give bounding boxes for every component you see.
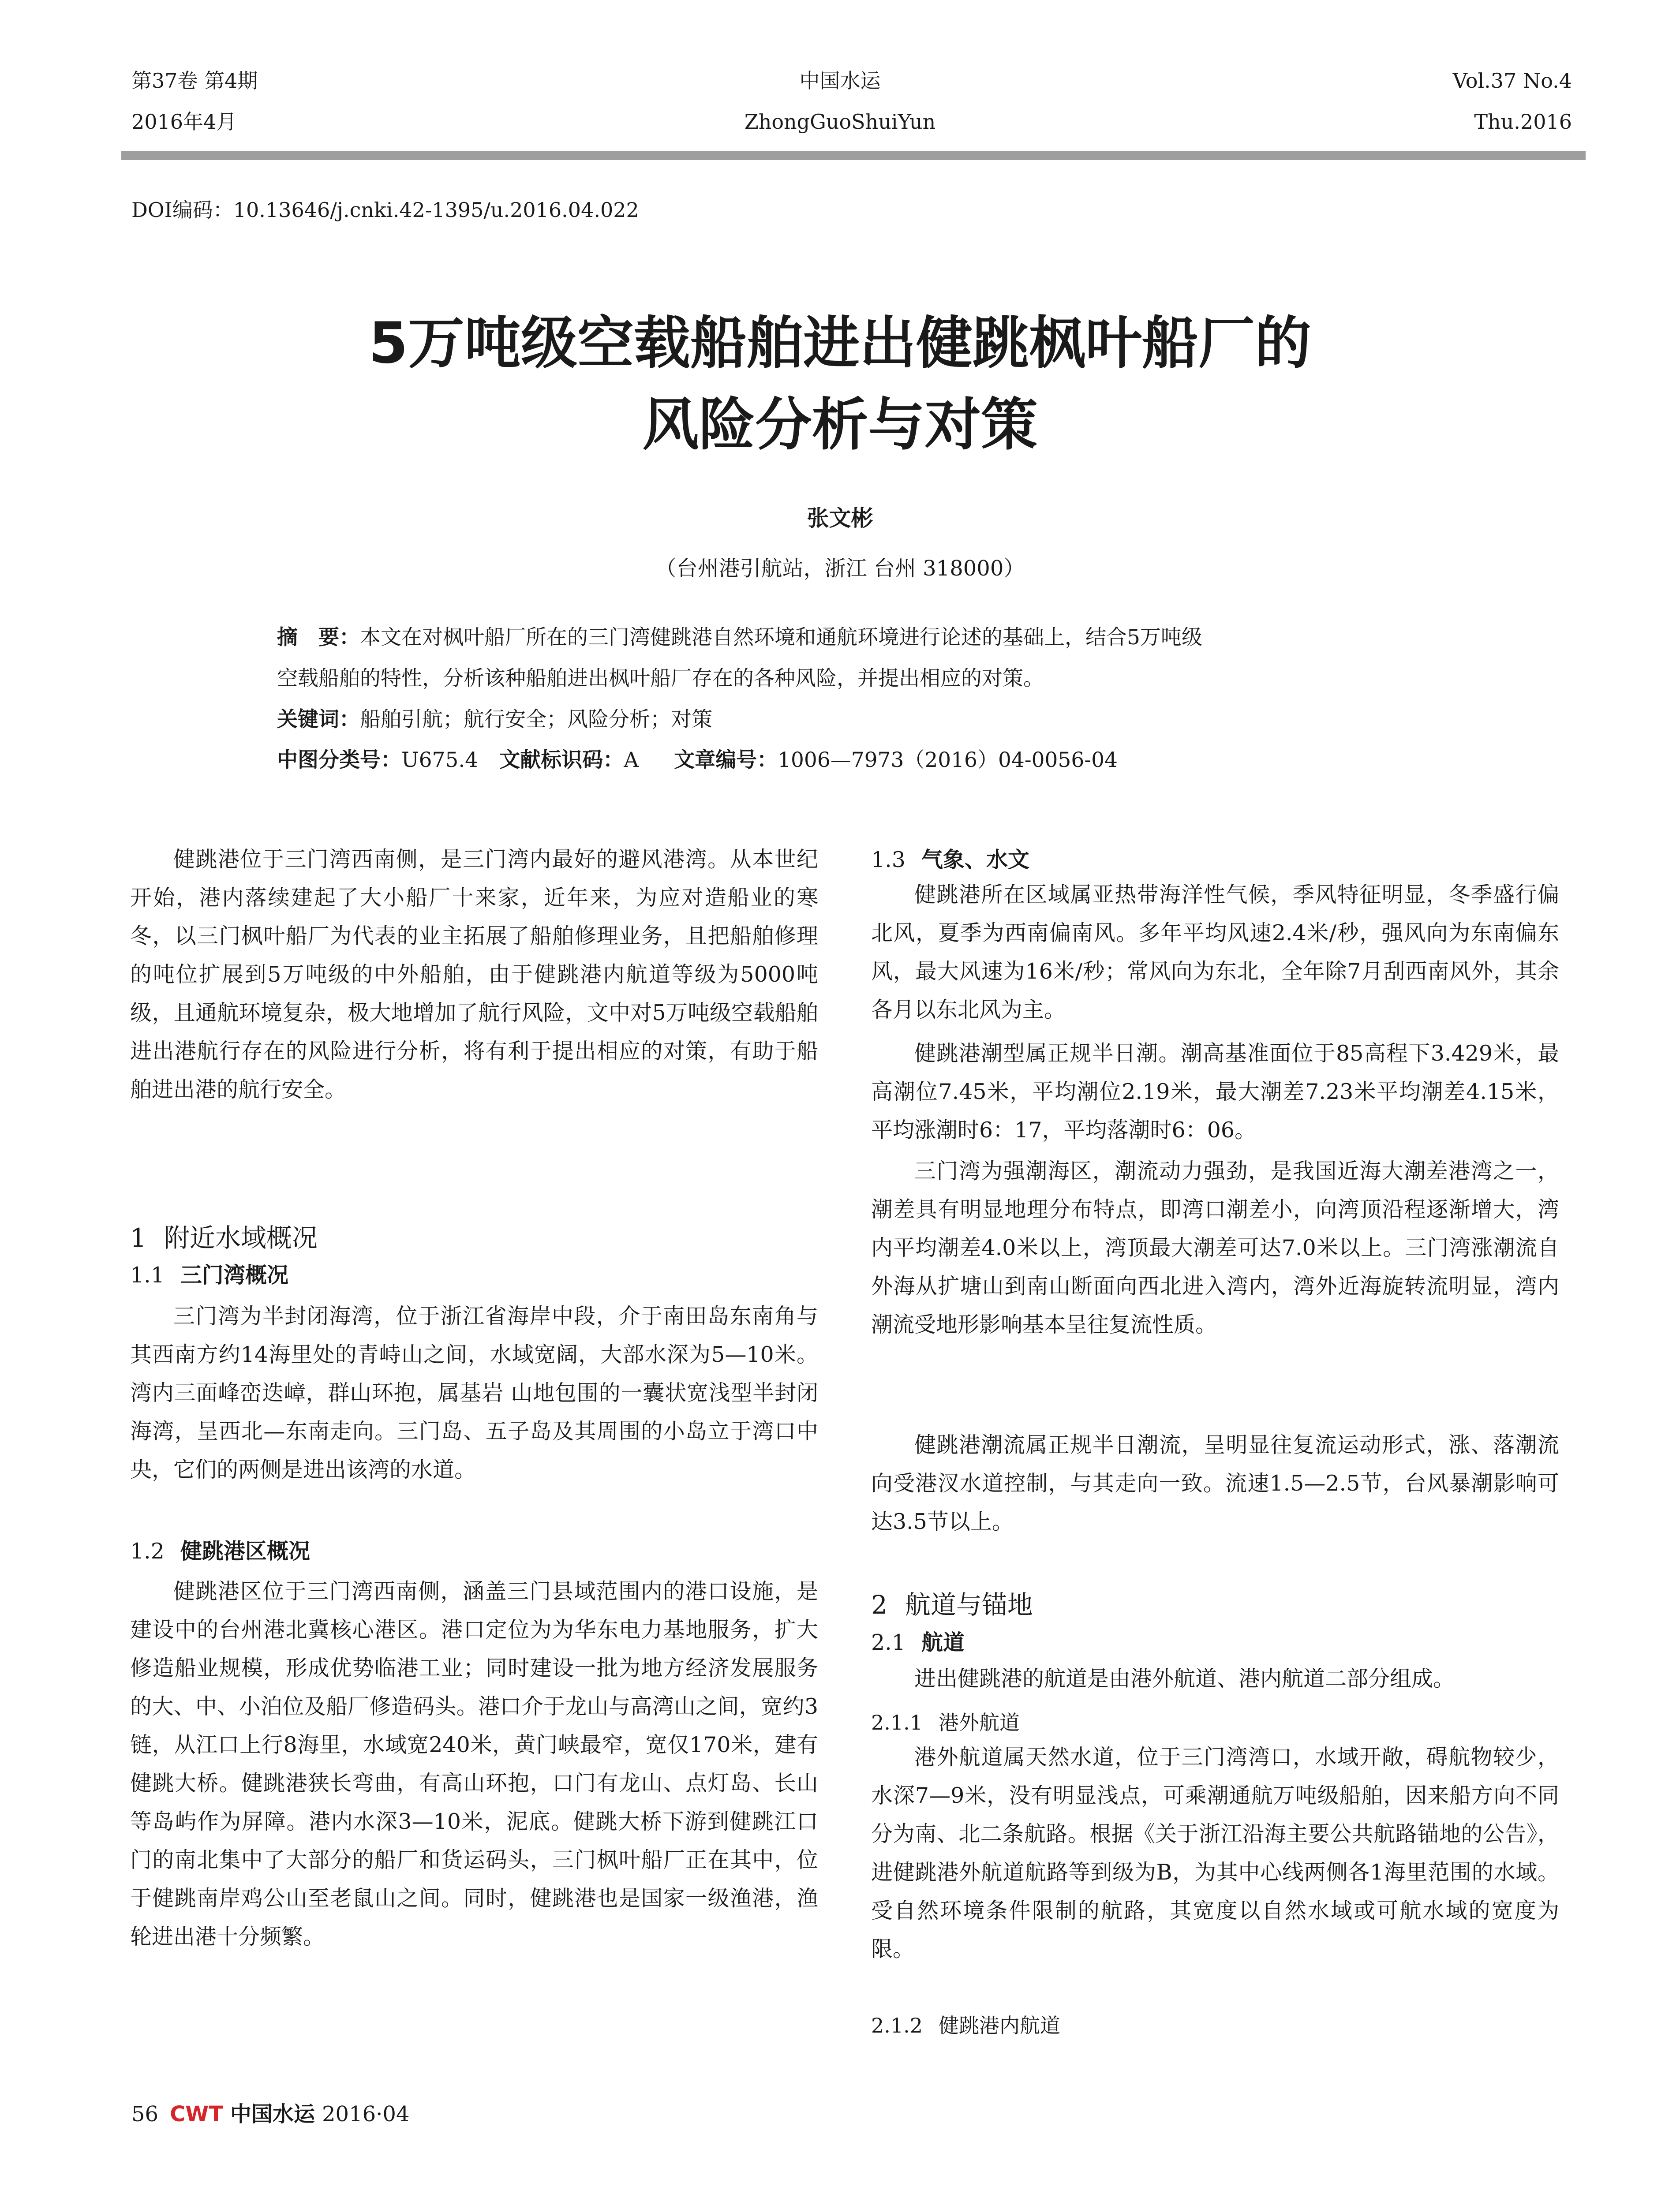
section-2-1-2-title: 健跳港内航道 [939,2014,1061,2037]
doc-code-value: A [624,748,639,772]
section-1-2-number: 1.2 [130,1539,165,1564]
header-journal: 中国水运 [799,69,881,93]
keywords-text: 船舶引航；航行安全；风险分析；对策 [360,707,712,732]
abstract-line1 [277,627,1424,648]
page-number: 56 [131,2102,159,2127]
abstract-line2: 空载船舶的特性，分析该种船舶进出枫叶船厂存在的各种风险，并提出相应的对策。 [277,666,1044,691]
author: 张文彬 [807,505,873,531]
sanmen-tide-paragraph: 三门湾为强潮海区，潮流动力强劲，是我国近海大潮差港湾之一，潮差具有明显地理分布特点，即湾口潮差小，向湾顶沿程逐渐增大，湾内平均潮差4.0米以上，湾顶最大潮差可达7.0米以上。三门湾涨潮流自外海从扩塘山到南山断面向西北进入湾内，湾外近海旋转流明显，湾内潮流受地形影响基本呈往复流性质。 [871,1159,1559,1337]
header-month-en: Thu.2016 [1474,110,1572,134]
section-1-heading [130,1225,318,1251]
section-2-heading [871,1592,1033,1618]
section-2-1-paragraph: 进出健跳港的航道是由港外航道、港内航道二部分组成。 [914,1666,1455,1691]
header-journal-pinyin: ZhongGuoShuiYun [744,110,936,134]
section-2-number: 2 [871,1590,887,1620]
climate-paragraph: 健跳港所在区域属亚热带海洋性气候，季风特征明显，冬季盛行偏北风，夏季为西南偏南风。多年平均风速2.4米/秒，强风向为东南偏东风，最大风速为16米/秒；常风向为东北，全年除7月刮西南风外，其余各月以东北风为主。 [871,882,1559,1022]
clc-value: U675.4 [401,748,479,772]
section-1-2-title: 健跳港区概况 [180,1539,310,1564]
cwt-logo: CWT [170,2102,223,2127]
doc-code-label: 文献标识码： [499,748,624,772]
article-number-value: 1006—7973（2016）04-0056-04 [778,748,1118,772]
classification [277,750,1424,770]
section-1-1-heading [130,1264,288,1286]
intro-paragraph: 健跳港位于三门湾西南侧，是三门湾内最好的避风港湾。从本世纪开始，港内落续建起了大小船厂十来家，近年来，为应对造船业的寒冬，以三门枫叶船厂为代表的业主拓展了船舶修理业务，且把船舶修理的吨位扩展到5万吨级的中外船舶，由于健跳港内航道等级为5000吨级，且通航环境复杂，极大地增加了航行风险，文中对5万吨级空载船舶进出港航行存在的风险进行分析，将有利于提出相应的对策，有助于船舶进出港的航行安全。 [130,847,818,1102]
paper-title-line2: 风险分析与对策 [642,392,1038,458]
header-rule [121,151,1586,160]
section-1-1-title: 三门湾概况 [180,1263,288,1288]
section-1-number: 1 [130,1223,146,1253]
section-2-1-1-title: 港外航道 [939,1711,1020,1734]
section-1-3-title: 气象、水文 [921,847,1029,872]
header-vol-en: Vol.37 No.4 [1452,69,1572,93]
tide-paragraph: 健跳港潮型属正规半日潮。潮高基准面位于85高程下3.429米，最高潮位7.45米，平均潮位2.19米，最大潮差7.23米平均潮差4.15米，平均涨潮时6：17，平均落潮时6：06。 [871,1041,1559,1143]
keywords-label: 关键词： [277,707,360,732]
section-2-1-2-number: 2.1.2 [871,2014,923,2037]
section-2-1-1-number: 2.1.1 [871,1711,923,1734]
header-date: 2016年4月 [131,110,237,134]
section-1-1-paragraph: 三门湾为半封闭海湾，位于浙江省海岸中段，介于南田岛东南角与其西南方约14海里处的青峙山之间，水域宽阔，大部水深为5—10米。湾内三面峰峦迭嶂，群山环抱，属基岩 山地包围的一囊状宽浅型半封闭海湾，呈西北—东南走向。三门岛、五子岛及其周围的小岛立于湾口中央，它们的两侧是进出该湾的水道。 [130,1304,818,1482]
keywords [277,709,1424,730]
section-1-3-number: 1.3 [871,847,905,872]
section-2-1-number: 2.1 [871,1630,905,1655]
tidal-current-paragraph: 健跳港潮流属正规半日潮流，呈明显往复流运动形式，涨、落潮流向受港汊水道控制，与其走向一致。流速1.5—2.5节，台风暴潮影响可达3.5节以上。 [871,1432,1559,1534]
section-2-1-title: 航道 [921,1630,965,1655]
section-2-1-2-heading [871,2015,1060,2036]
abstract-label: 摘 要： [277,625,360,650]
header-volume: 第37卷 第4期 [131,69,258,93]
page-footer [131,2097,410,2127]
clc-label: 中图分类号： [277,748,401,772]
section-2-1-heading [871,1632,965,1653]
abstract-text-1: 本文在对枫叶船厂所在的三门湾健跳港自然环境和通航环境进行论述的基础上，结合5万吨级 [360,625,1202,650]
section-1-1-number: 1.1 [130,1263,165,1288]
section-1-2-heading [130,1540,310,1562]
paper-title-line1: 5万吨级空载船舶进出健跳枫叶船厂的 [368,310,1312,376]
section-1-2-paragraph: 健跳港区位于三门湾西南侧，涵盖三门县域范围内的港口设施，是建设中的台州港北冀核心港区。港口定位为为华东电力基地服务，扩大修造船业规模，形成优势临港工业；同时建设一批为地方经济发展服务的大、中、小泊位及船厂修造码头。港口介于龙山与高湾山之间，宽约3链，从江口上行8海里，水域宽240米，黄门峡最窄，宽仅170米，建有健跳大桥。健跳港狭长弯曲，有高山环抱，口门有龙山、点灯岛、长山等岛屿作为屏障。港内水深3—10米，泥底。健跳大桥下游到健跳江口门的南北集中了大部分的船厂和货运码头，三门枫叶船厂正在其中，位于健跳南岸鸡公山至老鼠山之间。同时，健跳港也是国家一级渔港，渔轮进出港十分频繁。 [130,1579,818,1949]
section-2-title: 航道与锚地 [905,1590,1033,1620]
footer-issue: 2016·04 [322,2102,410,2127]
affiliation: （台州港引航站，浙江 台州 318000） [655,556,1025,581]
footer-journal: 中国水运 [230,2102,315,2127]
section-2-1-1-heading [871,1712,1020,1733]
section-1-3-heading [871,849,1029,871]
article-number-label: 文章编号： [674,748,778,772]
section-2-1-1-paragraph: 港外航道属天然水道，位于三门湾湾口，水域开敞，碍航物较少，水深7—9米，没有明显浅点，可乘潮通航万吨级船舶，因来船方向不同分为南、北二条航路。根据《关于浙江沿海主要公共航路锚地的公告》，进健跳港外航道航路等到级为B，为其中心线两侧各1海里范围的水域。受自然环境条件限制的航路，其宽度以自然水域或可航水域的宽度为限。 [871,1745,1559,1962]
section-1-title: 附近水域概况 [164,1223,318,1253]
doi: DOI编码：10.13646/j.cnki.42-1395/u.2016.04.022 [131,198,639,222]
